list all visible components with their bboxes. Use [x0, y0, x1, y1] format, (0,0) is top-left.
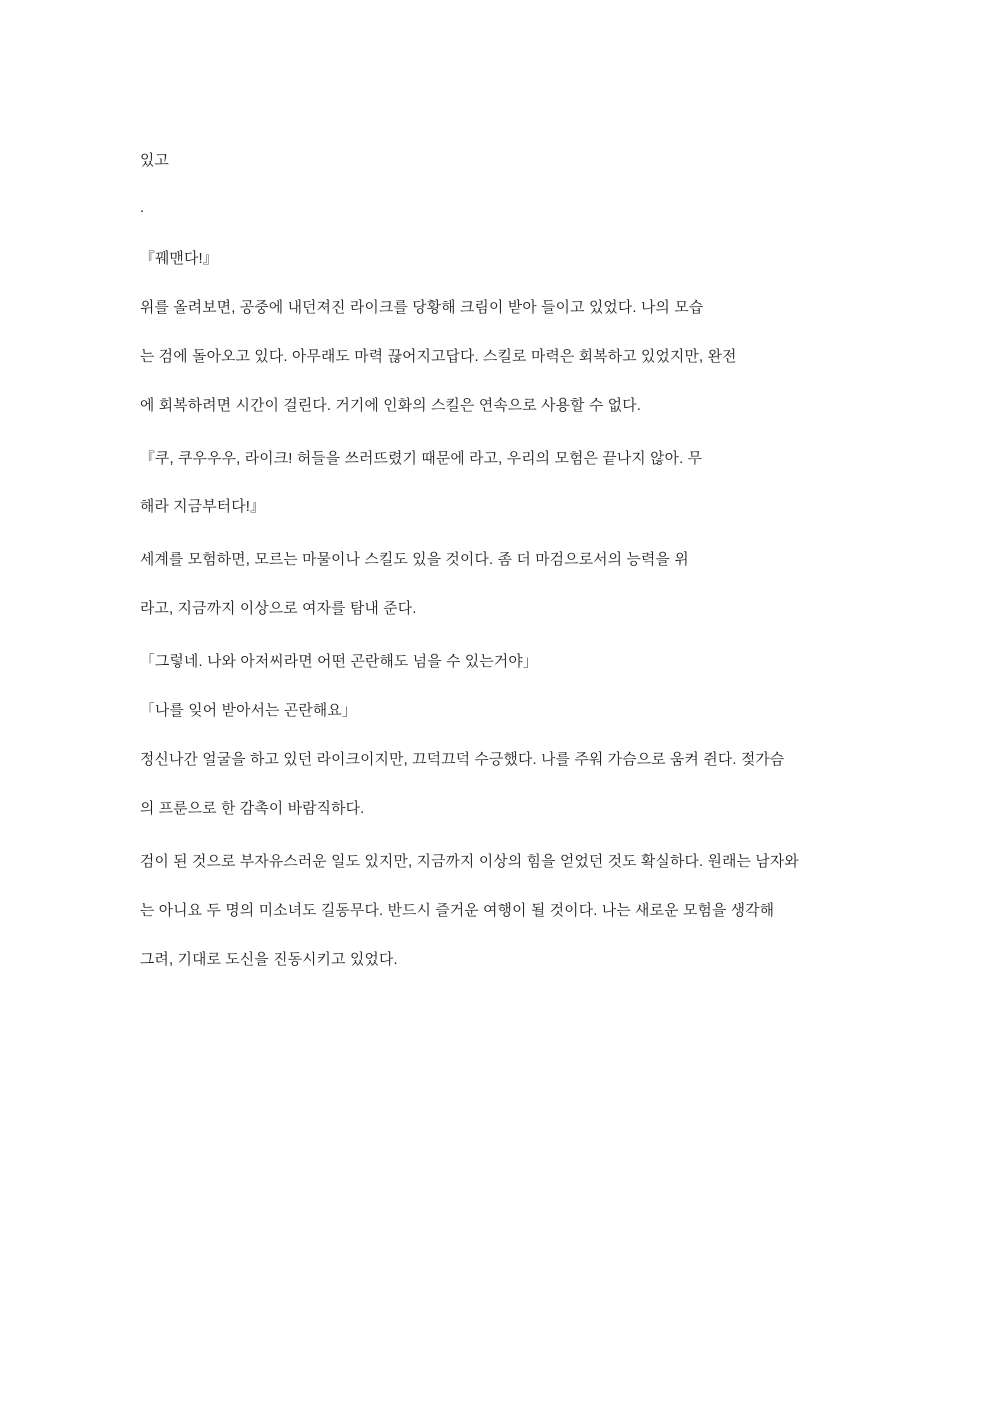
- paragraph: 「나를 잊어 받아서는 곤란해요」: [140, 703, 357, 720]
- paragraph: 『꿰맨다!』: [140, 250, 218, 267]
- paragraph: 위를 올려보면, 공중에 내던져진 라이크를 당황해 크림이 받아 들이고 있었다. 나의 모습: [140, 299, 704, 316]
- paragraph: 의 프룬으로 한 감촉이 바람직하다.: [140, 800, 365, 817]
- paragraph: 에 회복하려면 시간이 걸린다. 거기에 인화의 스킬은 연속으로 사용할 수 없다.: [140, 397, 642, 414]
- paragraph: 「그렇네. 나와 아저씨라면 어떤 곤란해도 넘을 수 있는거야」: [140, 654, 538, 671]
- document-body: [140, 150, 822, 972]
- paragraph: 는 아니요 두 명의 미소녀도 길동무다. 반드시 즐거운 여행이 될 것이다. 나는 새로운 모험을 생각해: [140, 902, 775, 919]
- paragraph: 정신나간 얼굴을 하고 있던 라이크이지만, 끄덕끄덕 수긍했다. 나를 주워 가슴으로 움켜 쥔다. 젖가슴: [140, 752, 785, 769]
- paragraph: 그려, 기대로 도신을 진동시키고 있었다.: [140, 951, 398, 968]
- paragraph: 검이 된 것으로 부자유스러운 일도 있지만, 지금까지 이상의 힘을 얻었던 것도 확실하다. 원래는 남자와: [140, 853, 799, 870]
- paragraph: 해라 지금부터다!』: [140, 499, 266, 516]
- paragraph: 라고, 지금까지 이상으로 여자를 탐내 준다.: [140, 601, 417, 618]
- paragraph: .: [140, 199, 145, 216]
- paragraph: 세계를 모험하면, 모르는 마물이나 스킬도 있을 것이다. 좀 더 마검으로서의 능력을 위: [140, 552, 689, 569]
- paragraph: 는 검에 돌아오고 있다. 아무래도 마력 끊어지고답다. 스킬로 마력은 회복하고 있었지만, 완전: [140, 348, 737, 365]
- paragraph: 있고: [140, 153, 169, 169]
- paragraph: 『쿠, 쿠우우우, 라이크! 허들을 쓰러뜨렸기 때문에 라고, 우리의 모험은 끝나지 않아. 무: [140, 450, 703, 467]
